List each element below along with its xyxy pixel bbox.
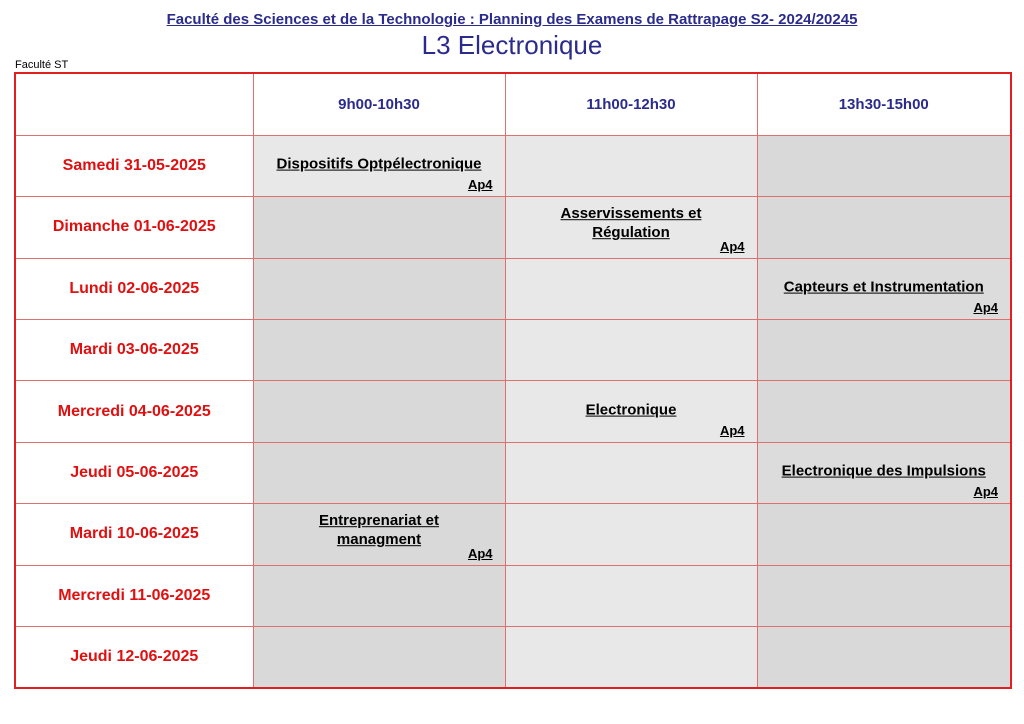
day-label: Lundi 02-06-2025 bbox=[15, 258, 253, 319]
empty-cell bbox=[757, 197, 1011, 258]
exam-cell bbox=[253, 504, 505, 565]
day-label: Jeudi 12-06-2025 bbox=[15, 627, 253, 688]
empty-cell bbox=[505, 504, 757, 565]
exam-room: Ap4 bbox=[973, 300, 998, 316]
empty-cell bbox=[505, 442, 757, 503]
empty-cell bbox=[505, 135, 757, 196]
exam-room: Ap4 bbox=[467, 545, 493, 561]
table-row bbox=[15, 320, 1011, 381]
exam-subject-line: Electronique bbox=[585, 401, 677, 419]
table-row bbox=[15, 627, 1011, 688]
exam-subject bbox=[506, 400, 757, 419]
exam-cell bbox=[505, 197, 757, 258]
exam-room: Ap4 bbox=[719, 238, 745, 254]
exam-subject bbox=[506, 205, 757, 243]
exam-cell bbox=[505, 381, 757, 442]
empty-cell bbox=[253, 381, 505, 442]
faculty-label: Faculté ST bbox=[15, 59, 69, 71]
timeslot-header: 11h00-12h30 bbox=[505, 73, 757, 135]
day-label: Samedi 31-05-2025 bbox=[15, 135, 253, 196]
day-label: Dimanche 01-06-2025 bbox=[15, 197, 253, 258]
exam-cell bbox=[253, 135, 505, 196]
empty-cell bbox=[757, 504, 1011, 565]
table-row bbox=[15, 381, 1011, 442]
exam-subject-line: Dispositifs Optpélectronique bbox=[276, 155, 482, 173]
timeslot-header: 13h30-15h00 bbox=[757, 73, 1011, 135]
exam-subject-line: Electronique des Impulsions bbox=[781, 462, 986, 480]
exam-cell bbox=[757, 442, 1011, 503]
exam-subject bbox=[758, 462, 1011, 481]
empty-cell bbox=[253, 627, 505, 688]
table-row bbox=[15, 504, 1011, 565]
day-label: Jeudi 05-06-2025 bbox=[15, 442, 253, 503]
exam-subject-line: Asservissements et bbox=[560, 205, 702, 223]
empty-cell bbox=[505, 565, 757, 626]
empty-cell bbox=[757, 627, 1011, 688]
empty-cell bbox=[505, 627, 757, 688]
exam-room: Ap4 bbox=[973, 484, 998, 500]
table-row bbox=[15, 197, 1011, 258]
empty-cell bbox=[757, 381, 1011, 442]
exam-subject-line: Capteurs et Instrumentation bbox=[783, 278, 984, 296]
empty-cell bbox=[253, 565, 505, 626]
empty-cell bbox=[505, 320, 757, 381]
empty-cell bbox=[757, 565, 1011, 626]
table-row bbox=[15, 258, 1011, 319]
day-label: Mardi 10-06-2025 bbox=[15, 504, 253, 565]
day-label: Mercredi 04-06-2025 bbox=[15, 381, 253, 442]
exam-schedule-table bbox=[14, 72, 1012, 689]
empty-cell bbox=[253, 258, 505, 319]
timeslot-header: 9h00-10h30 bbox=[253, 73, 505, 135]
table-row bbox=[15, 442, 1011, 503]
exam-subject bbox=[254, 155, 505, 174]
exam-subject-line: managment bbox=[336, 531, 422, 549]
exam-cell bbox=[757, 258, 1011, 319]
empty-cell bbox=[253, 197, 505, 258]
exam-subject bbox=[758, 277, 1011, 296]
exam-room: Ap4 bbox=[467, 177, 493, 193]
exam-subject bbox=[254, 512, 505, 550]
table-row bbox=[15, 565, 1011, 626]
exam-subject-line: Entreprenariat et bbox=[318, 512, 440, 530]
empty-cell bbox=[253, 442, 505, 503]
day-label: Mardi 03-06-2025 bbox=[15, 320, 253, 381]
exam-subject-line: Régulation bbox=[592, 224, 670, 242]
program-title: L3 Electronique bbox=[421, 30, 603, 60]
header-row bbox=[15, 73, 1011, 135]
exam-room: Ap4 bbox=[719, 422, 745, 438]
empty-cell bbox=[757, 135, 1011, 196]
table-row bbox=[15, 135, 1011, 196]
empty-cell bbox=[253, 320, 505, 381]
empty-cell bbox=[757, 320, 1011, 381]
empty-cell bbox=[505, 258, 757, 319]
corner-cell bbox=[15, 73, 253, 135]
day-label: Mercredi 11-06-2025 bbox=[15, 565, 253, 626]
document-title: Faculté des Sciences et de la Technologie : Planning des Examens de Rattrapage S2- 2024/20245 bbox=[166, 11, 858, 28]
